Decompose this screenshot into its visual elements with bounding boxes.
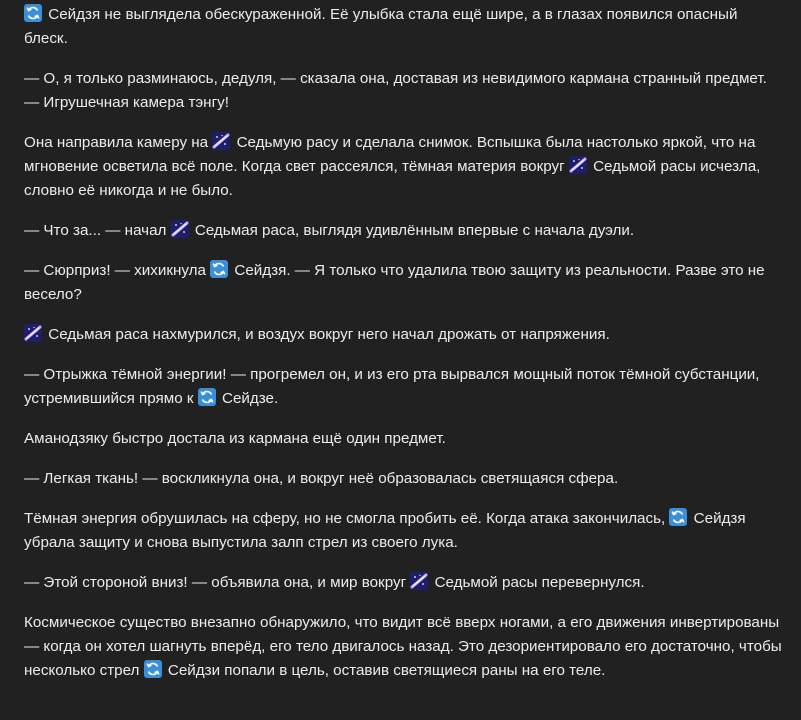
milky-way-icon bbox=[171, 220, 189, 238]
counterclockwise-arrows-icon bbox=[24, 4, 42, 22]
paragraph-7: — Отрыжка тёмной энергии! — прогремел он, и из его рта вырвался мощный поток тёмной субстанции, устремившийся прямо к Сейдзе. bbox=[24, 366, 760, 407]
paragraph-4: — Что за... — начал Седьмая раса, выглядя удивлённым впервые с начала дуэли. bbox=[24, 222, 635, 239]
milky-way-icon bbox=[569, 156, 587, 174]
milky-way-icon bbox=[212, 132, 230, 150]
paragraph-2: — О, я только разминаюсь, дедуля, — сказала она, доставая из невидимого кармана странный предмет. — Игрушечная камера тэнгу! bbox=[24, 70, 767, 111]
paragraph-6: Седьмая раса нахмурился, и воздух вокруг него начал дрожать от напряжения. bbox=[24, 323, 784, 347]
milky-way-icon bbox=[410, 572, 428, 590]
paragraph-9: — Легкая ткань! — воскликнула она, и вокруг неё образовалась светящаяся сфера. bbox=[24, 470, 619, 487]
counterclockwise-arrows-icon bbox=[144, 660, 162, 678]
story-text bbox=[24, 3, 784, 699]
paragraph-1: Сейдзя не выглядела обескураженной. Её улыбка стала ещё шире, а в глазах появился опасный блеск. bbox=[24, 6, 738, 47]
paragraph-8: Аманодзяку быстро достала из кармана ещё один предмет. bbox=[24, 430, 446, 447]
counterclockwise-arrows-icon bbox=[198, 388, 216, 406]
counterclockwise-arrows-icon bbox=[669, 508, 687, 526]
paragraph-12: Космическое существо внезапно обнаружило, что видит всё вверх ногами, а его движения инвертированы — когда он хотел шагнуть вперёд, его тело двигалось назад. Это дезориентировало его достаточно, чтобы несколько стрел Сейдзи попали в цель, оставив светящиеся раны на его теле. bbox=[24, 614, 782, 679]
paragraph-5: — Сюрприз! — хихикнула Сейдзя. — Я только что удалила твою защиту из реальности. Разве это не весело? bbox=[24, 262, 765, 303]
milky-way-icon bbox=[24, 324, 42, 342]
paragraph-3: Она направила камеру на Седьмую расу и сделала снимок. Вспышка была настолько яркой, что на мгновение осветила всё поле. Когда свет рассеялся, тёмная материя вокруг Седьмой расы исчезла, словно её никогда и не было. bbox=[24, 134, 761, 199]
paragraph-10: Тёмная энергия обрушилась на сферу, но не смогла пробить её. Когда атака закончилась, Сейдзя убрала защиту и снова выпустила залп стрел из своего лука. bbox=[24, 510, 746, 551]
paragraph-11: — Этой стороной вниз! — объявила она, и мир вокруг Седьмой расы перевернулся. bbox=[24, 574, 645, 591]
counterclockwise-arrows-icon bbox=[210, 260, 228, 278]
